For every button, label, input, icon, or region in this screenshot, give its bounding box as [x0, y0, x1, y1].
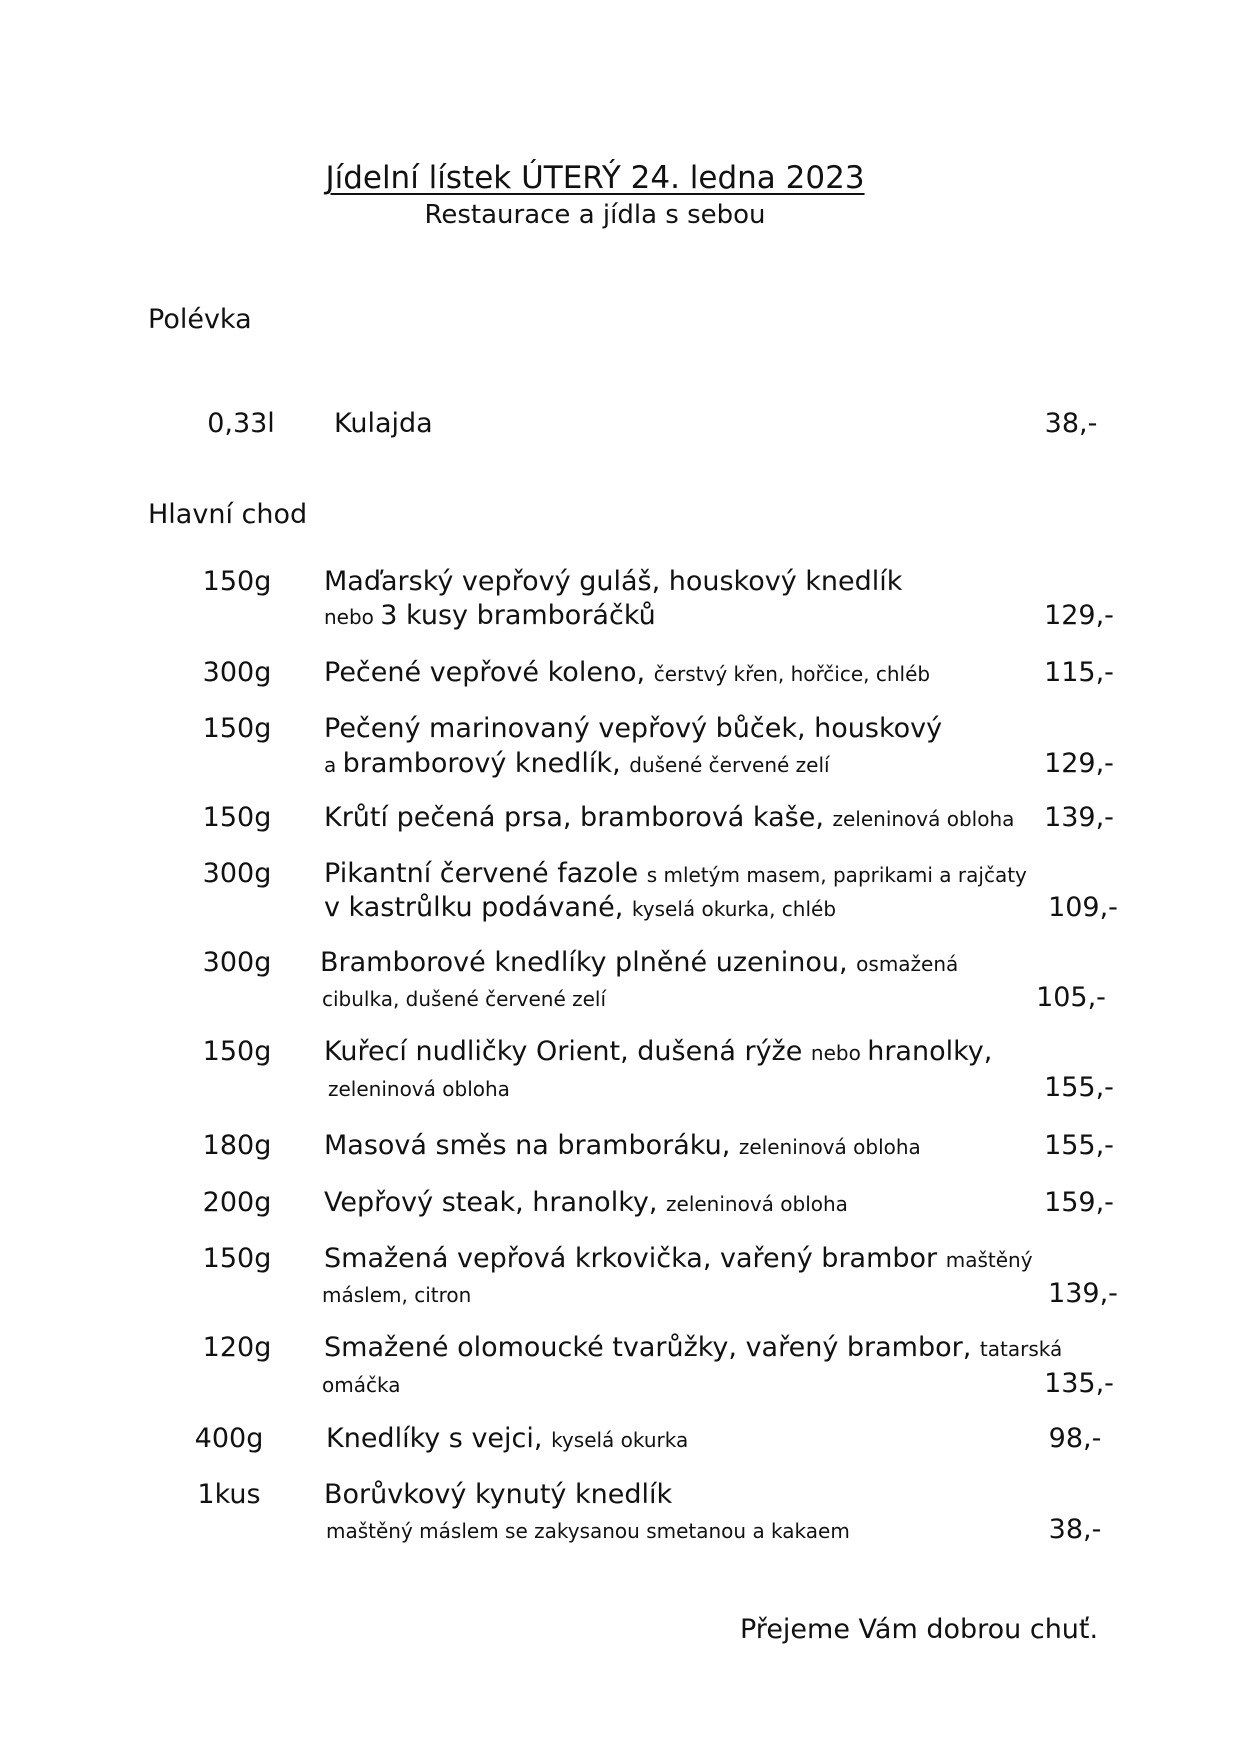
item-weight: 150g [202, 1036, 272, 1067]
item-price: 139,- [1048, 1278, 1118, 1309]
item-weight: 120g [202, 1332, 272, 1363]
soup-price: 38,- [1044, 408, 1098, 439]
item-description-line2: máslem, citron [322, 1283, 472, 1307]
section-heading-soup: Polévka [148, 304, 252, 335]
item-price: 115,- [1044, 657, 1114, 688]
item-weight: 150g [202, 566, 272, 597]
item-description-line2: cibulka, dušené červené zelí [322, 987, 607, 1011]
item-price: 105,- [1036, 982, 1106, 1013]
item-weight: 300g [202, 657, 272, 688]
item-price: 139,- [1044, 802, 1114, 833]
item-weight: 300g [202, 947, 272, 978]
item-price: 155,- [1044, 1072, 1114, 1103]
page-subtitle: Restaurace a jídla s sebou [424, 200, 766, 230]
item-description: Knedlíky s vejci, kyselá okurka [326, 1423, 689, 1454]
item-price: 155,- [1044, 1130, 1114, 1161]
item-description: Pečený marinovaný vepřový bůček, houskový [324, 713, 943, 744]
item-description: Smažená vepřová krkovička, vařený brambor maštěný [324, 1243, 1033, 1274]
item-description: Krůtí pečená prsa, bramborová kaše, zeleninová obloha [324, 802, 1015, 833]
item-weight: 150g [202, 713, 272, 744]
item-weight: 200g [202, 1187, 272, 1218]
item-description: Kuřecí nudličky Orient, dušená rýže nebo hranolky, [324, 1036, 993, 1067]
item-description: Pikantní červené fazole s mletým masem, paprikami a rajčaty [324, 858, 1027, 889]
item-description-line2: omáčka [322, 1373, 401, 1397]
item-price: 129,- [1044, 600, 1114, 631]
item-price: 109,- [1048, 892, 1118, 923]
item-description: Borůvkový kynutý knedlík [324, 1479, 673, 1510]
item-description: Bramborové knedlíky plněné uzeninou, osmažená [320, 947, 959, 978]
item-price: 159,- [1044, 1187, 1114, 1218]
closing-wish: Přejeme Vám dobrou chuť. [740, 1614, 1099, 1645]
item-price: 129,- [1044, 748, 1114, 779]
item-description-line2: a bramborový knedlík, dušené červené zelí [324, 748, 830, 779]
item-weight: 300g [202, 858, 272, 889]
item-description-line2: maštěný máslem se zakysanou smetanou a kakaem [326, 1519, 850, 1543]
item-description: Vepřový steak, hranolky, zeleninová obloha [324, 1187, 848, 1218]
item-price: 98,- [1048, 1423, 1102, 1454]
item-description-line2: v kastrůlku podávané, kyselá okurka, chléb [324, 892, 837, 923]
item-weight: 180g [202, 1130, 272, 1161]
item-description: Pečené vepřové koleno, čerstvý křen, hořčice, chléb [324, 657, 931, 688]
section-heading-main: Hlavní chod [148, 499, 308, 530]
soup-name: Kulajda [334, 408, 433, 439]
item-description-line2: nebo 3 kusy bramboráčků [324, 600, 656, 631]
page-title: Jídelní lístek ÚTERÝ 24. ledna 2023 [325, 160, 865, 196]
item-weight: 150g [202, 802, 272, 833]
item-description: Masová směs na bramboráku, zeleninová obloha [324, 1130, 921, 1161]
item-weight: 1kus [197, 1479, 261, 1510]
item-description: Smažené olomoucké tvarůžky, vařený brambor, tatarská [324, 1332, 1063, 1363]
item-weight: 400g [194, 1423, 264, 1454]
item-price: 135,- [1044, 1368, 1114, 1399]
soup-weight: 0,33l [207, 408, 275, 439]
item-price: 38,- [1048, 1514, 1102, 1545]
item-description-line2: zeleninová obloha [328, 1077, 510, 1101]
item-weight: 150g [202, 1243, 272, 1274]
item-description: Maďarský vepřový guláš, houskový knedlík [324, 566, 903, 597]
